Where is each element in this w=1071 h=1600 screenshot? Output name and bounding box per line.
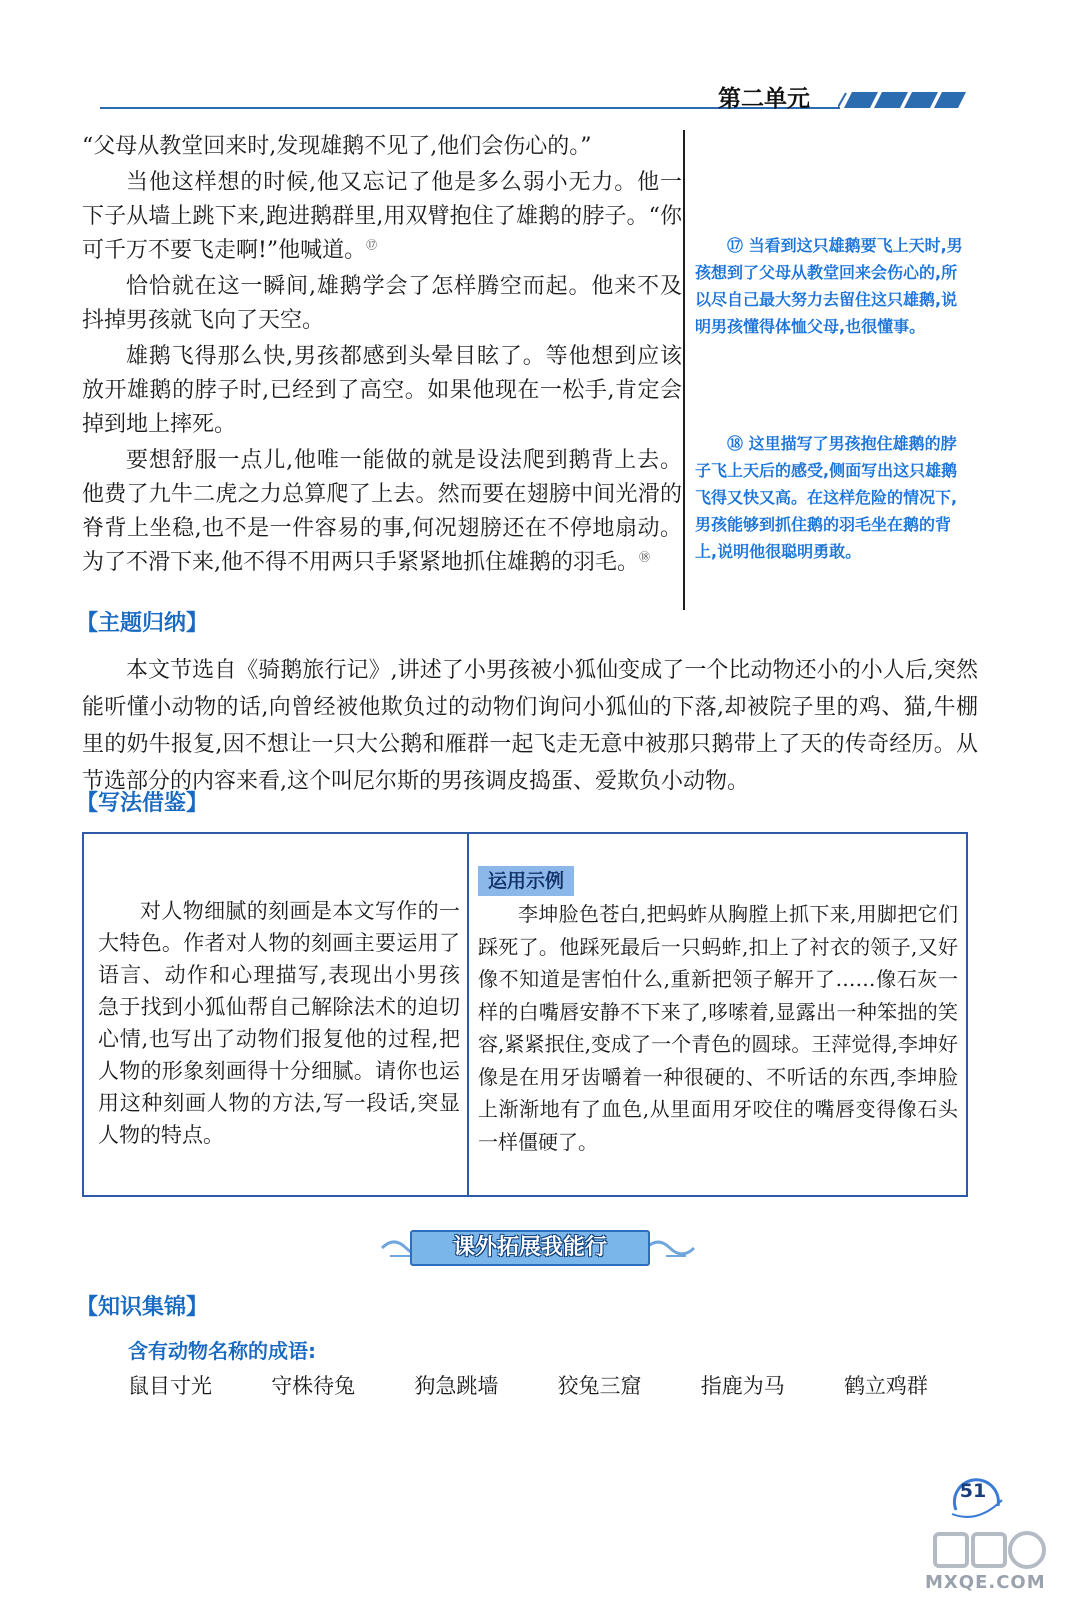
footnote-mark: ⑱	[639, 550, 650, 564]
extension-banner-text: 课外拓展我能行	[452, 1235, 607, 1260]
idiom-item: 鹤立鸡群	[843, 1374, 928, 1398]
example-text: 李坤脸色苍白,把蚂蚱从胸膛上抓下来,用脚把它们踩死了。他踩死最后一只蚂蚱,扣上了衬衣的领子,又好像不知道是害怕什么,重新把领子解开了……像石灰一样的白嘴唇安静不下来了,哆嗦着,显露出一种笨拙的笑容,紧紧抿住,变成了一个青色的圆球。王萍觉得,李坤好像是在用牙齿嚼着一种很硬的、不听话的东西,李坤脸上渐渐地有了血色,从里面用牙咬住的嘴唇变得像石头一样僵硬了。	[478, 902, 958, 1154]
writing-heading: 【写法借鉴】	[76, 791, 209, 816]
writing-instruction: 对人物细腻的刻画是本文写作的一大特色。作者对人物的刻画主要运用了语言、动作和心理描写,表现出小男孩急于找到小狐仙帮自己解除法术的迫切心情,也写出了动物们报复他的过程,把人物的形象刻画得十分细腻。请你也运用这种刻画人物的方法,写一段话,突显人物的特点。	[98, 899, 460, 1147]
knowledge-heading: 【知识集锦】	[76, 1295, 209, 1320]
story-paragraph: “父母从教堂回来时,发现雄鹅不见了,他们会伤心的。”	[82, 134, 592, 159]
idiom-item: 狡兔三窟	[557, 1374, 642, 1398]
unit-title: 第二单元	[718, 86, 810, 112]
story-paragraph: 要想舒服一点儿,他唯一能做的就是设法爬到鹅背上去。他费了九牛二虎之力总算爬了上去。然而要在翅膀中间光滑的脊背上坐稳,也不是一件容易的事,何况翅膀还在不停地扇动。为了不滑下来,他不得不用两只手紧紧地抓住雄鹅的羽毛。⑱	[82, 448, 682, 575]
summary-text: 本文节选自《骑鹅旅行记》,讲述了小男孩被小狐仙变成了一个比动物还小的小人后,突然能听懂小动物的话,向曾经被他欺负过的动物们询问小狐仙的下落,却被院子里的鸡、猫,牛棚里的奶牛报复,因不想让一只大公鹅和雁群一起飞走无意中被那只鹅带上了天的传奇经历。从节选部分的内容来看,这个叫尼尔斯的男孩调皮捣蛋、爱欺负小动物。	[82, 658, 978, 794]
idiom-subtitle: 含有动物名称的成语:	[128, 1339, 316, 1363]
example-label: 运用示例	[478, 866, 574, 896]
summary-heading: 【主题归纳】	[76, 611, 209, 636]
idiom-item: 狗急跳墙	[414, 1374, 499, 1398]
side-note: ⑰ 当看到这只雄鹅要飞上天时,男孩想到了父母从教堂回来会伤心的,所以尽自己最大努力去留住这只雄鹅,说明男孩懂得体恤父母,也很懂事。	[695, 236, 963, 336]
writing-box-divider	[467, 832, 469, 1197]
watermark-text: MXQE.COM	[925, 1572, 1046, 1593]
header-decoration	[838, 92, 968, 108]
idiom-item: 守株待兔	[271, 1374, 356, 1398]
page-number: 51	[959, 1480, 987, 1502]
story-paragraph: 恰恰就在这一瞬间,雄鹅学会了怎样腾空而起。他来不及抖掉男孩就飞向了天空。	[82, 274, 682, 333]
story-text	[82, 130, 682, 582]
story-paragraph: 当他这样想的时候,他又忘记了他是多么弱小无力。他一下子从墙上跳下来,跑进鹅群里,用双臂抱住了雄鹅的脖子。“你可千万不要飞走啊!”他喊道。⑰	[82, 170, 682, 263]
side-note: ⑱ 这里描写了男孩抱住雄鹅的脖子飞上天后的感受,侧面写出这只雄鹅飞得又快又高。在这样危险的情况下,男孩能够到抓住鹅的羽毛坐在鹅的背上,说明他很聪明勇敢。	[695, 434, 958, 561]
idiom-item: 鼠目寸光	[128, 1374, 212, 1398]
idiom-item: 指鹿为马	[700, 1374, 785, 1398]
idiom-list	[128, 1370, 928, 1400]
column-divider	[683, 130, 685, 610]
footnote-mark: ⑰	[366, 238, 378, 252]
story-paragraph: 雄鹅飞得那么快,男孩都感到头晕目眩了。等他想到应该放开雄鹅的脖子时,已经到了高空。如果他现在一松手,肯定会掉到地上摔死。	[82, 344, 682, 437]
